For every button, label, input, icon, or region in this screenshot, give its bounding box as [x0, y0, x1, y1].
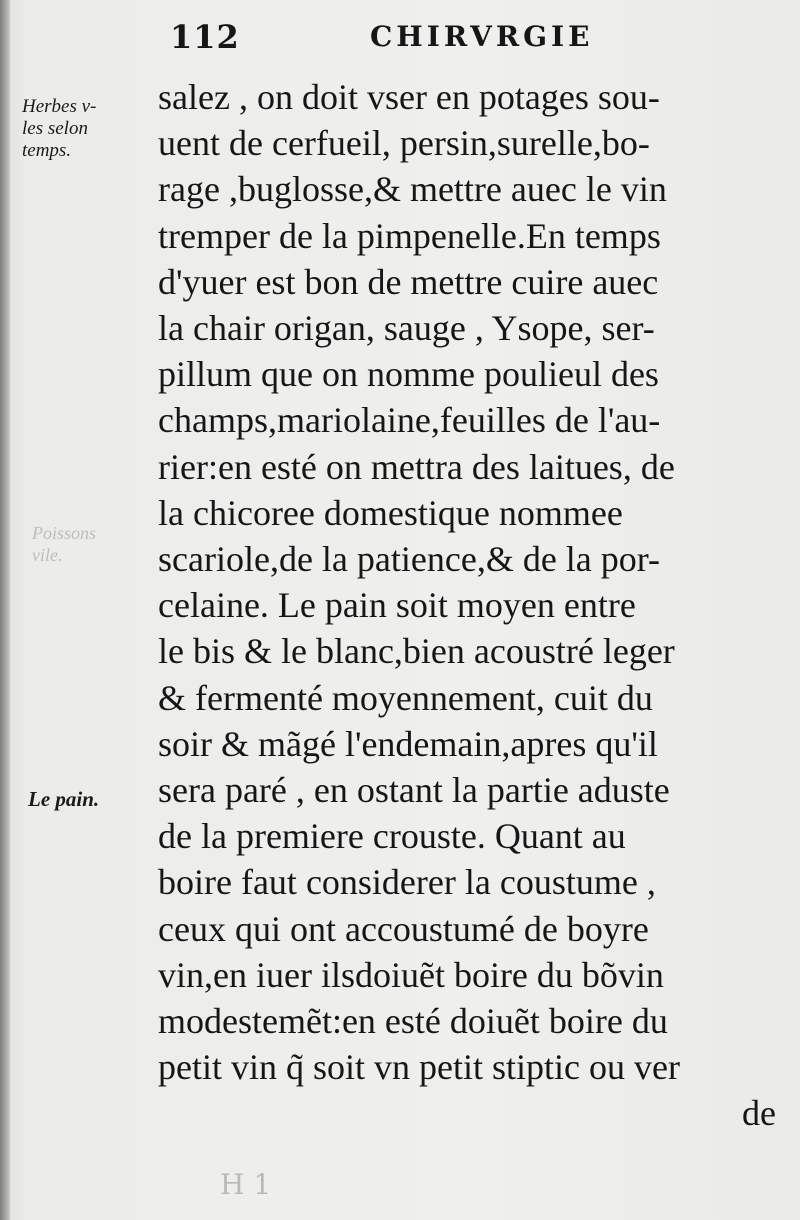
text-line: scariole,de la patience,& de la por- [158, 539, 661, 580]
text-line: rier:en esté on mettra des laitues, de [158, 446, 675, 487]
text-line: celaine. Le pain soit moyen entre [158, 585, 636, 626]
text-line: tremper de la pimpenelle.En temps [158, 215, 661, 256]
text-line: & fermenté moyennement, cuit du [158, 677, 653, 718]
text-line: le bis & le blanc,bien acoustré leger [158, 631, 675, 672]
text-line: ceux qui ont accoustumé de boyre [158, 908, 649, 949]
text-line: d'yuer est bon de mettre cuire auec [158, 261, 659, 302]
margin-note-poissons [32, 522, 167, 566]
margin-note-line: temps. [22, 140, 72, 161]
text-line: soir & mãgé l'endemain,apres qu'il [158, 723, 658, 764]
page-number: 112 [170, 18, 240, 56]
text-line: petit vin q̃ soit vn petit stiptic ou ver [158, 1047, 680, 1088]
text-line: modestemẽt:en esté doiuẽt boire du [158, 1001, 668, 1042]
margin-note-line: Le pain. [28, 787, 100, 811]
text-line: la chair origan, sauge , Ysope, ser- [158, 308, 655, 349]
margin-note-pain [28, 788, 163, 810]
running-head: CHIRVRGIE [370, 20, 594, 53]
text-line: la chicoree domestique nommee [158, 492, 623, 533]
text-line: sera paré , en ostant la partie aduste [158, 770, 670, 811]
text-line: rage ,buglosse,& mettre auec le vin [158, 169, 667, 210]
margin-note-line: vile. [32, 545, 63, 565]
margin-note-line: Herbes v- [22, 96, 97, 117]
text-line: salez , on doit vser en potages sou- [158, 77, 660, 117]
page-header [170, 18, 640, 70]
text-line: de [742, 1093, 776, 1134]
text-line: vin,en iuer ilsdoiuẽt boire du bõvin [158, 954, 664, 995]
text-line: champs,mariolaine,feuilles de l'au- [158, 400, 661, 441]
binding-gutter [0, 0, 10, 1220]
body-text [158, 74, 776, 1137]
bleed-through-mark: H 1 [220, 1168, 272, 1201]
text-line: uent de cerfueil, persin,surelle,bo- [158, 123, 650, 164]
text-line: boire faut considerer la coustume , [158, 862, 656, 903]
text-line: de la premiere crouste. Quant au [158, 816, 626, 857]
margin-note-herbes [22, 96, 157, 162]
margin-note-line: Poissons [32, 523, 97, 543]
text-line: pillum que on nomme poulieul des [158, 354, 659, 395]
margin-note-line: les selon [22, 118, 88, 139]
